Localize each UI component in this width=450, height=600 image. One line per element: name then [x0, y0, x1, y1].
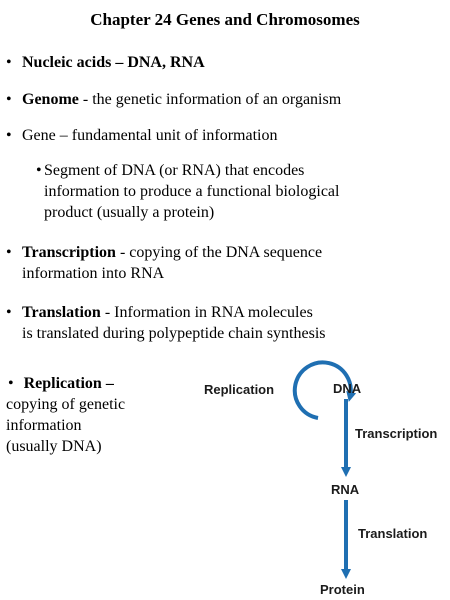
- diagram-label-translation: Translation: [358, 526, 428, 541]
- transcription-line2: information into RNA: [22, 265, 165, 282]
- transcription-term: Transcription: [22, 244, 116, 261]
- nucleic-acids-text: Nucleic acids – DNA, RNA: [22, 54, 205, 71]
- bullet-dot: •: [8, 375, 14, 392]
- gene-sub-line3: product (usually a protein): [44, 204, 215, 221]
- bullet-dot: •: [6, 91, 12, 108]
- bullet-dot: •: [6, 54, 12, 71]
- genome-definition: - the genetic information of an organism: [78, 91, 342, 108]
- gene-sub-line2: information to produce a functional biological: [44, 183, 340, 200]
- page-title: Chapter 24 Genes and Chromosomes: [90, 10, 360, 29]
- bullet-dot: •: [36, 162, 42, 179]
- bullet-dot: •: [6, 127, 12, 144]
- diagram-label-transcription: Transcription: [355, 426, 438, 441]
- translation-term: Translation: [22, 304, 101, 321]
- translation-line2: is translated during polypeptide chain synthesis: [22, 325, 326, 342]
- replication-line4: (usually DNA): [6, 438, 102, 455]
- transcription-definition: - copying of the DNA sequence: [115, 244, 323, 261]
- replication-line2: copying of genetic: [6, 396, 126, 413]
- bullet-dot: •: [6, 304, 12, 321]
- genome-term: Genome: [22, 91, 79, 108]
- replication-line3: information: [6, 417, 82, 434]
- translation-definition: - Information in RNA molecules: [100, 304, 313, 321]
- bullet-dot: •: [6, 244, 12, 261]
- diagram-label-dna: DNA: [333, 381, 362, 396]
- diagram-label-replication: Replication: [204, 382, 275, 397]
- diagram-label-protein: Protein: [320, 582, 365, 597]
- gene-text: Gene – fundamental unit of information: [22, 127, 278, 144]
- gene-sub-line1: Segment of DNA (or RNA) that encodes: [44, 162, 305, 179]
- diagram-label-rna: RNA: [331, 482, 360, 497]
- replication-term: Replication –: [23, 375, 114, 392]
